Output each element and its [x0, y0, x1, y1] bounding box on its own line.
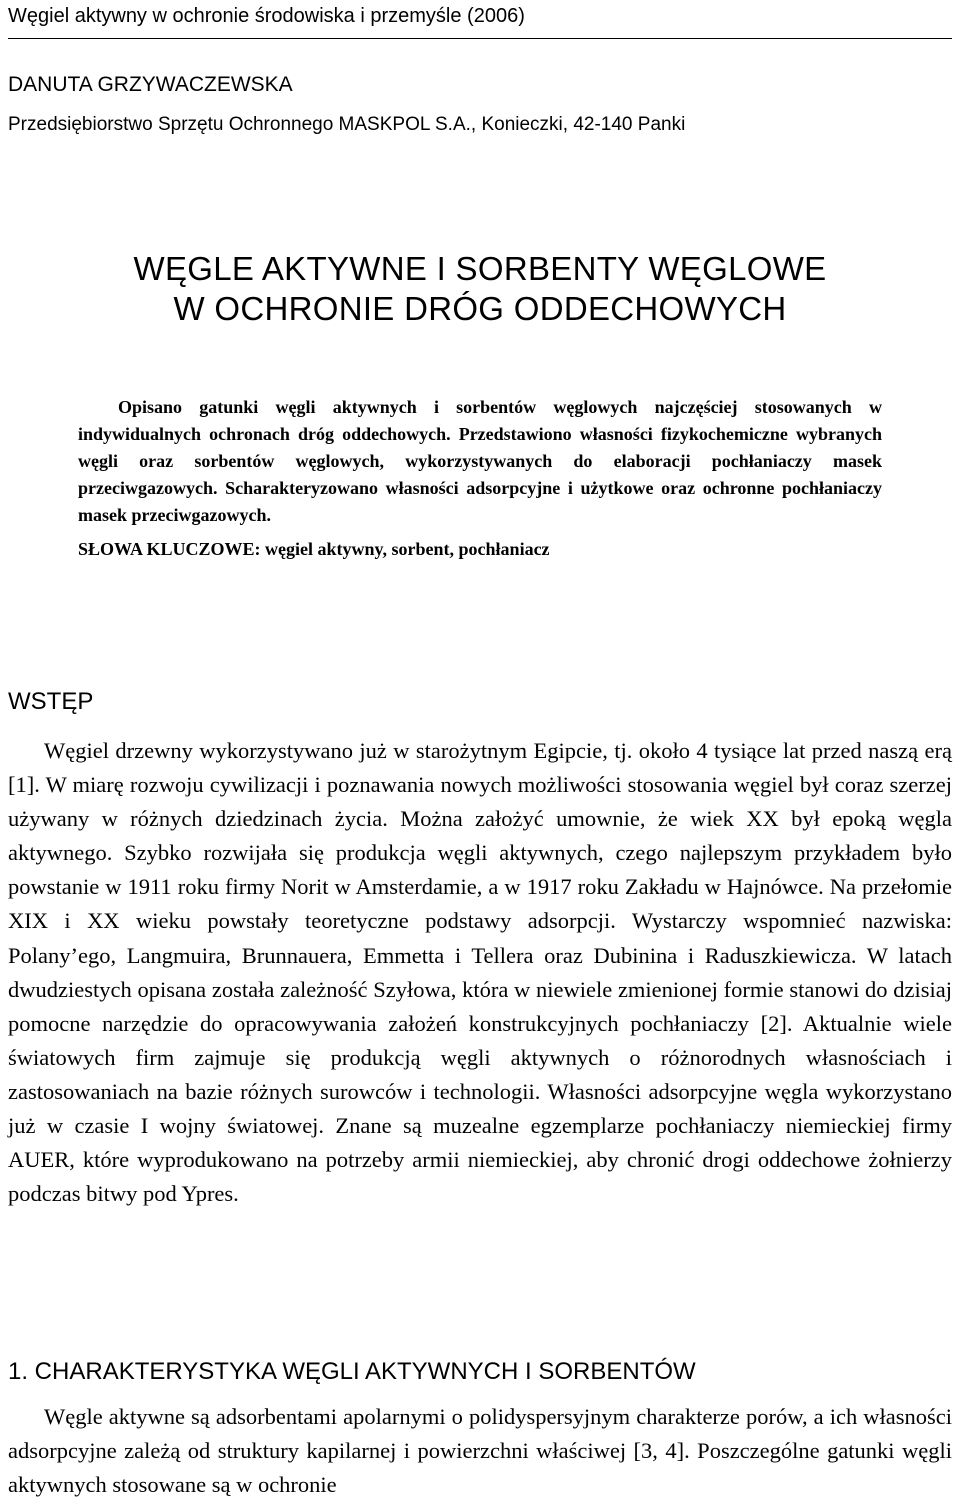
section-intro-body [8, 734, 952, 1211]
section-1-paragraph: Węgle aktywne są adsorbentami apolarnymi o polidyspersyjnym charakterze porów, a ich własności adsorpcyjne zależą od struktury kapilarnej i powierzchni właściwej [3, 4]. Poszczególne gatunki węgli aktywnych stosowane są w ochronie [8, 1404, 952, 1498]
abstract [78, 394, 882, 529]
keywords: SŁOWA KLUCZOWE: węgiel aktywny, sorbent, pochłaniacz [78, 539, 550, 559]
paper-title-line-2: W OCHRONIE DRÓG ODDECHOWYCH [173, 290, 787, 327]
author-affiliation: Przedsiębiorstwo Sprzętu Ochronnego MASKPOL S.A., Konieczki, 42-140 Panki [8, 114, 686, 135]
abstract-text: Opisano gatunki węgli aktywnych i sorbentów węglowych najczęściej stosowanych w indywidualnych ochronach dróg oddechowych. Przedstawiono własności fizykochemiczne wybranych węgli oraz sorbentów węglowych, wykorzystywanych do elaboracji pochłaniaczy masek przeciwgazowych. Scharakteryzowano własności adsorpcyjne i użytkowe oraz ochronne pochłaniaczy masek przeciwgazowych. [78, 397, 882, 525]
paper-title-line-1: WĘGLE AKTYWNE I SORBENTY WĘGLOWE [133, 250, 827, 287]
section-1-body [8, 1400, 952, 1502]
author-name: DANUTA GRZYWACZEWSKA [8, 73, 293, 96]
section-heading-1: 1. CHARAKTERYSTYKA WĘGLI AKTYWNYCH I SORBENTÓW [8, 1358, 696, 1385]
section-heading-intro: WSTĘP [8, 688, 94, 715]
running-header: Węgiel aktywny w ochronie środowiska i przemyśle (2006) [8, 2, 952, 39]
intro-paragraph: Węgiel drzewny wykorzystywano już w starożytnym Egipcie, tj. około 4 tysiące lat przed naszą erą [1]. W miarę rozwoju cywilizacji i poznawania nowych możliwości stosowania węgiel był coraz szerzej używany w różnych dziedzinach życia. Można założyć umownie, że wiek XX był epoką węgla aktywnego. Szybko rozwijała się produkcja węgli aktywnych, czego najlepszym przykładem było powstanie w 1911 roku firmy Norit w Amsterdamie, a w 1917 roku Zakładu w Hajnówce. Na przełomie XIX i XX wieku powstały teoretyczne podstawy adsorpcji. Wystarczy wspomnieć nazwiska: Polany’ego, Langmuira, Brunnauera, Emmetta i Tellera oraz Dubinina i Raduszkiewicza. W latach dwudziestych opisana została zależność Szyłowa, która w niewiele zmienionej formie stanowi do dzisiaj pomocne narzędzie do opracowywania założeń konstrukcyjnych pochłaniaczy [2]. Aktualnie wiele światowych firm zajmuje się produkcją węgli aktywnych o różnorodnych własnościach i zastosowaniach na bazie różnych surowców i technologii. Własności adsorpcyjne węgla wykorzystano już w czasie I wojny światowej. Znane są muzealne egzemplarze pochłaniaczy niemieckiej firmy AUER, które wyprodukowano na potrzeby armii niemieckiej, aby chronić drogi oddechowe żołnierzy podczas bitwy pod Ypres. [8, 738, 952, 1207]
